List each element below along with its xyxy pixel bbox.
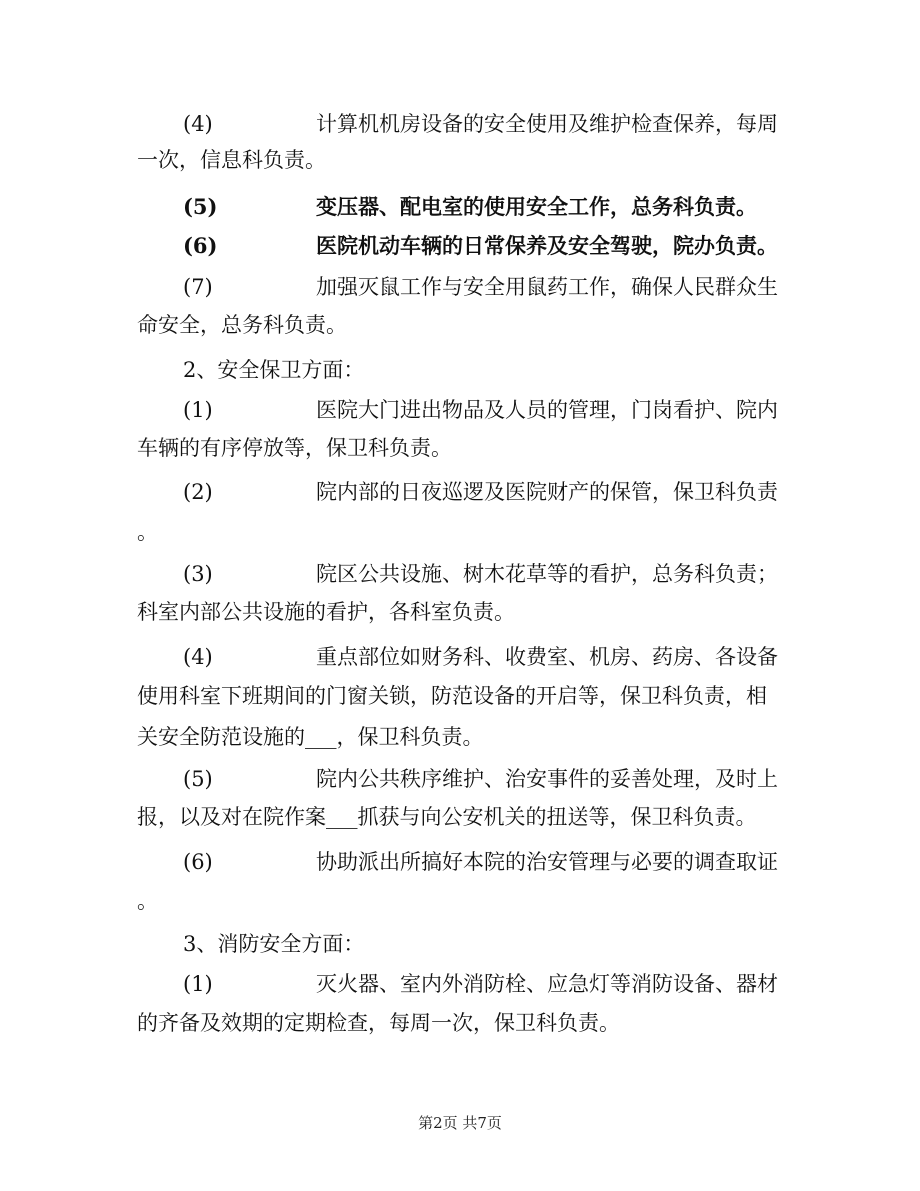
item-text: 车辆的有序停放等，保卫科负责。 xyxy=(137,436,452,460)
item-number: (5) xyxy=(183,767,213,791)
item-number: (1) xyxy=(183,398,213,422)
item-number: (6) xyxy=(183,233,218,258)
item-text: 使用科室下班期间的门窗关锁，防范设备的开启等，保卫科负责，相 xyxy=(137,684,767,708)
item-number: (2) xyxy=(183,480,213,504)
item-text: 重点部位如财务科、收费室、机房、药房、各设备 xyxy=(316,645,778,669)
item-text: 。 xyxy=(137,889,158,913)
item-text: 协助派出所搞好本院的治安管理与必要的调查取证 xyxy=(316,850,778,874)
item-text: 一次，信息科负责。 xyxy=(137,148,326,172)
item-text: 关安全防范设施的___，保卫科负责。 xyxy=(137,725,484,749)
item-text: 医院大门进出物品及人员的管理，门岗看护、院内 xyxy=(316,398,778,422)
item-text: 灭火器、室内外消防栓、应急灯等消防设备、器材 xyxy=(316,972,778,996)
item-number: (3) xyxy=(183,562,213,586)
item-number: (1) xyxy=(183,972,213,996)
item-text: 科室内部公共设施的看护，各科室负责。 xyxy=(137,600,515,624)
item-text: 计算机机房设备的安全使用及维护检查保养，每周 xyxy=(316,112,778,136)
item-text: 的齐备及效期的定期检查，每周一次，保卫科负责。 xyxy=(137,1011,620,1035)
item-text: 加强灭鼠工作与安全用鼠药工作，确保人民群众生 xyxy=(316,275,778,299)
item-text: 院区公共设施、树木花草等的看护，总务科负责； xyxy=(316,562,778,586)
item-text: 院内部的日夜巡逻及医院财产的保管，保卫科负责 xyxy=(316,480,778,504)
item-number: (5) xyxy=(183,194,218,219)
item-number: (7) xyxy=(183,275,213,299)
item-number: (4) xyxy=(183,112,213,136)
item-text: 。 xyxy=(137,520,158,544)
item-text: 院内公共秩序维护、治安事件的妥善处理，及时上 xyxy=(316,767,778,791)
section-heading: 3、消防安全方面： xyxy=(183,932,365,956)
item-text: 变压器、配电室的使用安全工作，总务科负责。 xyxy=(316,194,757,219)
item-number: (6) xyxy=(183,850,213,874)
section-heading: 2、安全保卫方面： xyxy=(183,358,365,382)
item-text: 命安全，总务科负责。 xyxy=(137,313,347,337)
item-number: (4) xyxy=(183,645,213,669)
item-text: 医院机动车辆的日常保养及安全驾驶，院办负责。 xyxy=(316,233,778,258)
page-indicator: 第2页 共7页 xyxy=(418,1114,502,1132)
item-text: 报，以及对在院作案___抓获与向公安机关的扭送等，保卫科负责。 xyxy=(137,805,757,829)
